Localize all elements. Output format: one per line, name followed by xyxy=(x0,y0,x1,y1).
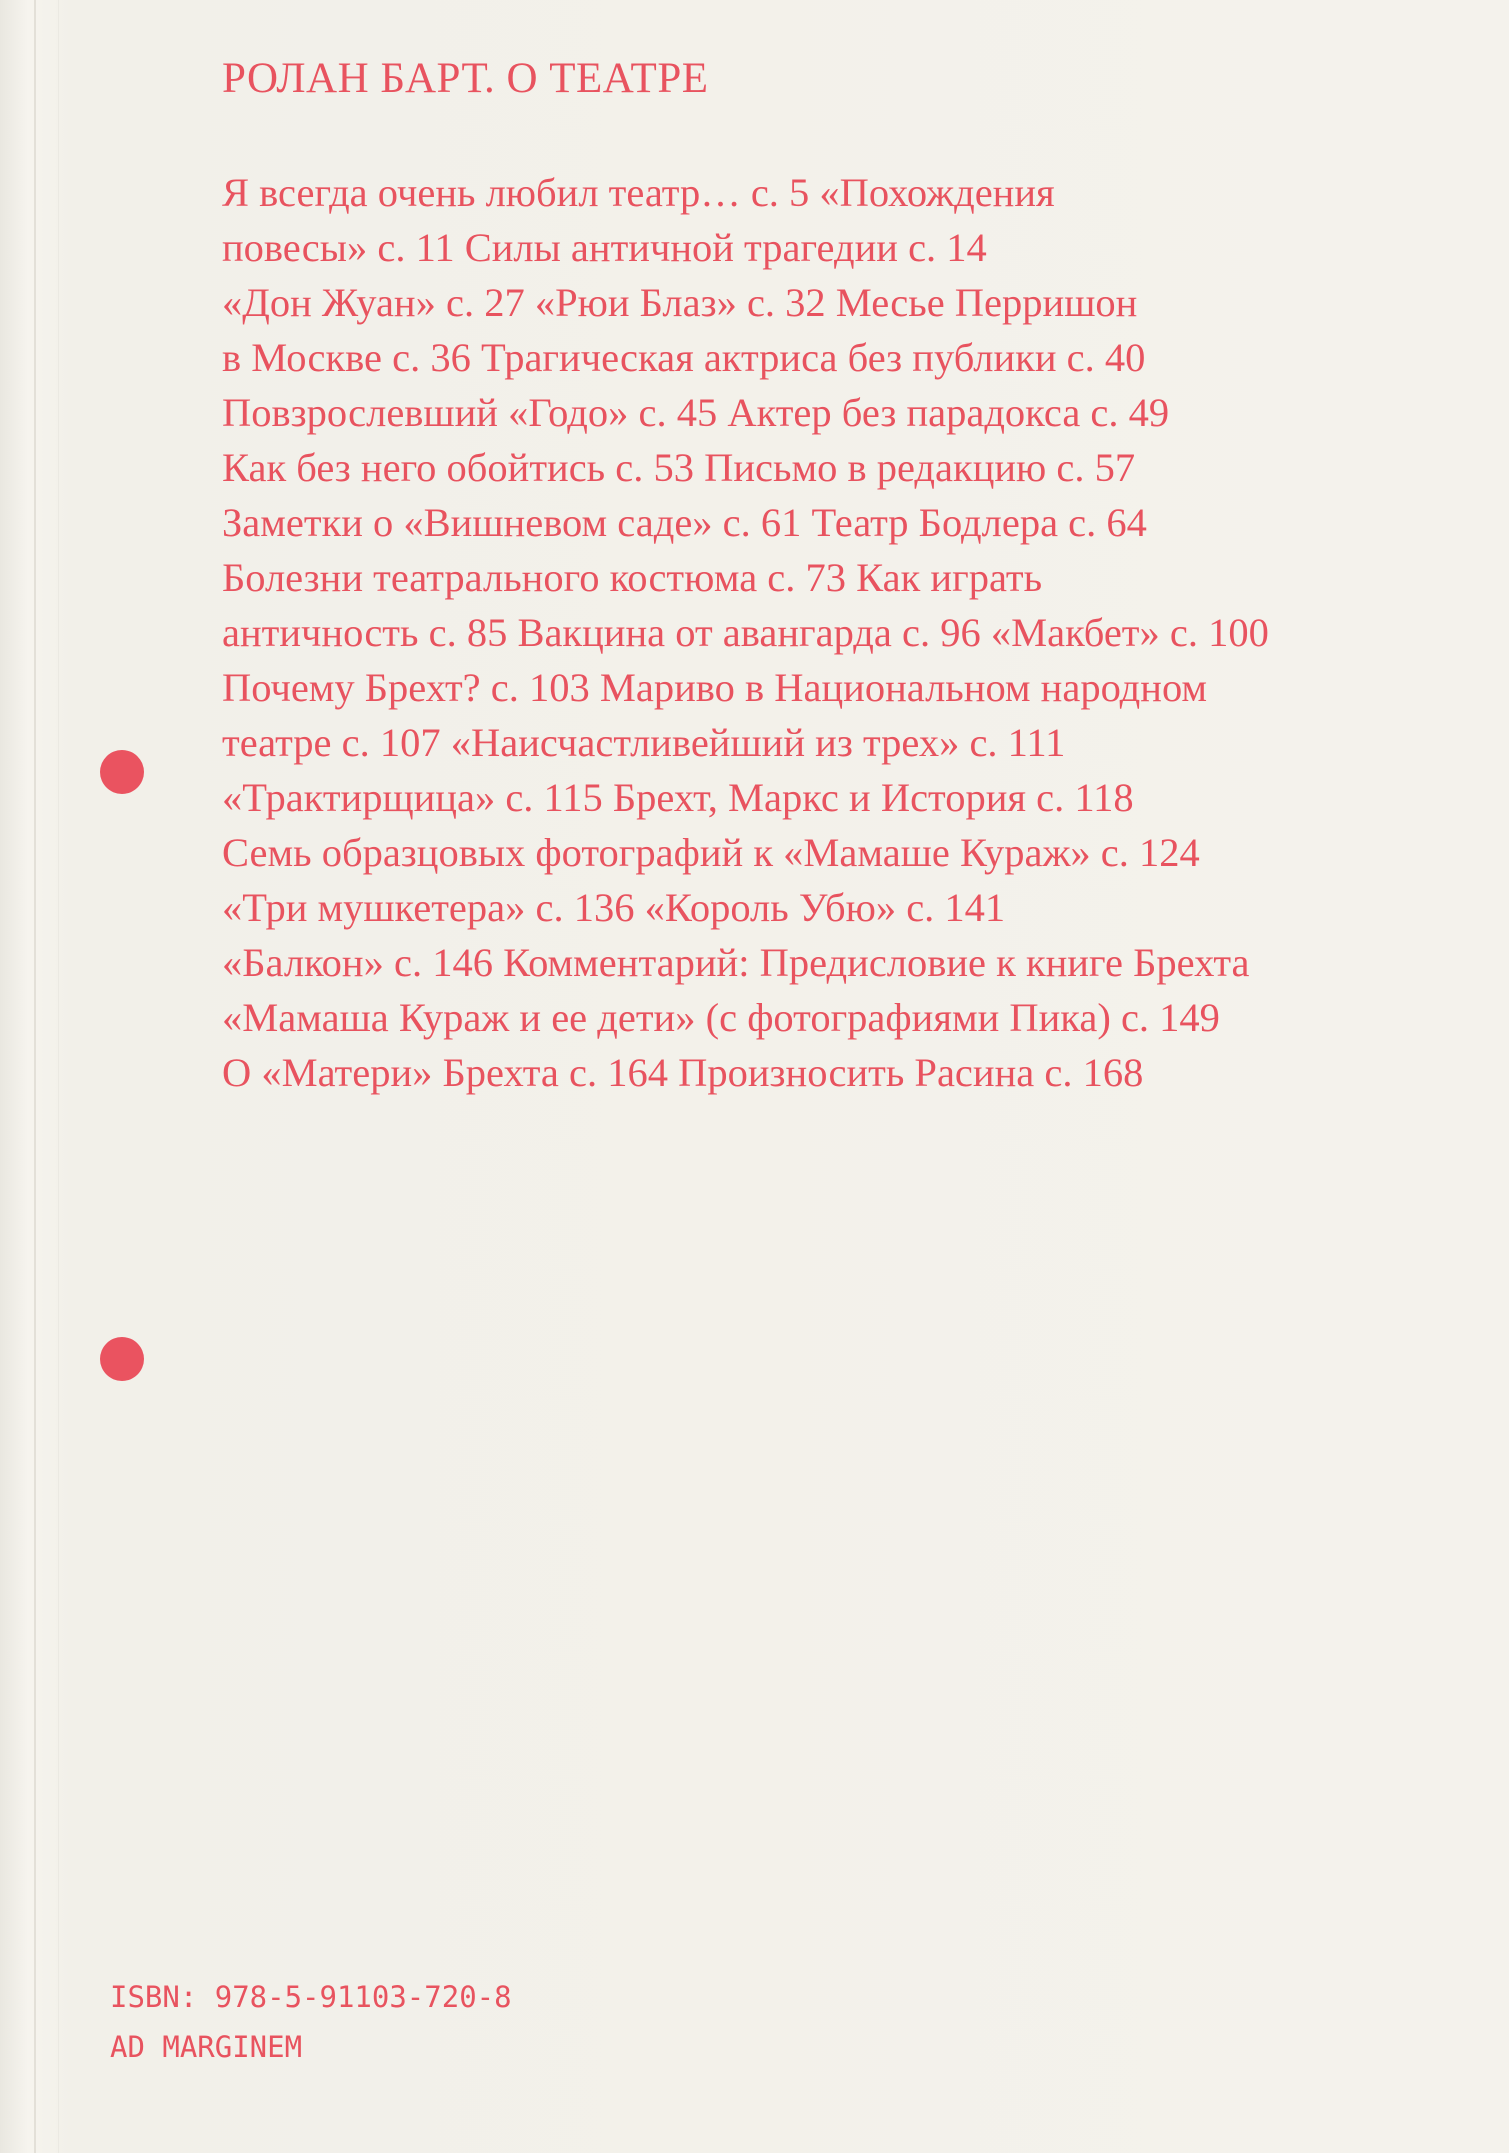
toc-line: Заметки о «Вишневом саде» с. 61 Театр Бодлера с. 64 xyxy=(222,500,1147,545)
toc-line: Как без него обойтись с. 53 Письмо в редакцию с. 57 xyxy=(222,445,1136,490)
red-dot-decoration xyxy=(100,750,144,794)
toc-line: «Дон Жуан» с. 27 «Рюи Блаз» с. 32 Месье Перришон xyxy=(222,280,1138,325)
toc-line: «Трактирщица» с. 115 Брехт, Маркс и История с. 118 xyxy=(222,775,1134,820)
toc-line: «Мамаша Кураж и ее дети» (с фотографиями Пика) с. 149 xyxy=(222,995,1220,1040)
publisher-name: AD MARGINEM xyxy=(110,2030,303,2064)
toc-line: Повзрослевший «Годо» с. 45 Актер без парадокса с. 49 xyxy=(222,390,1170,435)
spine-fold-secondary xyxy=(58,0,59,2153)
table-of-contents xyxy=(222,165,1472,1100)
toc-line: повесы» с. 11 Силы античной трагедии с. 14 xyxy=(222,225,987,270)
toc-line: О «Матери» Брехта с. 164 Произносить Расина с. 168 xyxy=(222,1050,1144,1095)
spine-fold xyxy=(34,0,36,2153)
book-title: РОЛАН БАРТ. О ТЕАТРЕ xyxy=(222,55,709,102)
red-dot-decoration xyxy=(100,1337,144,1381)
isbn-text: ISBN: 978-5-91103-720-8 xyxy=(110,1980,512,2014)
toc-line: античность с. 85 Вакцина от авангарда с. 96 «Макбет» с. 100 xyxy=(222,610,1269,655)
toc-line: Болезни театрального костюма с. 73 Как играть xyxy=(222,555,1043,600)
toc-line: в Москве с. 36 Трагическая актриса без публики с. 40 xyxy=(222,335,1146,380)
imprint xyxy=(110,1972,512,2072)
toc-line: Почему Брехт? с. 103 Мариво в Национальном народном xyxy=(222,665,1208,710)
toc-line: «Три мушкетера» с. 136 «Король Убю» с. 141 xyxy=(222,885,1006,930)
toc-line: «Балкон» с. 146 Комментарий: Предисловие к книге Брехта xyxy=(222,940,1250,985)
toc-line: Семь образцовых фотографий к «Мамаше Кураж» с. 124 xyxy=(222,830,1200,875)
toc-line: Я всегда очень любил театр… с. 5 «Похождения xyxy=(222,170,1055,215)
toc-line: театре с. 107 «Наисчастливейший из трех» с. 111 xyxy=(222,720,1066,765)
